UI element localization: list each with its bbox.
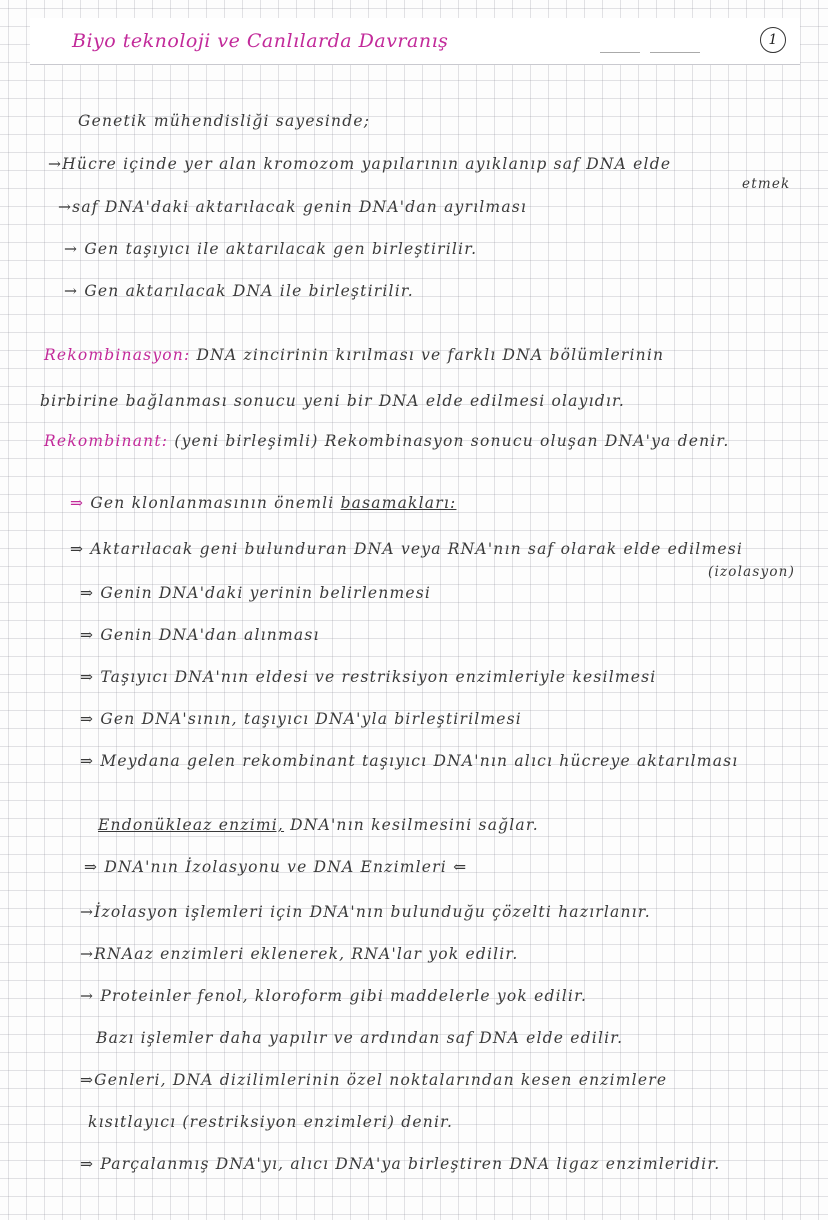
note-line: → Gen aktarılacak DNA ile birleştirilir. bbox=[64, 282, 414, 300]
note-line: birbirine bağlanması sonucu yeni bir DNA elde edilmesi olayıdır. bbox=[40, 392, 626, 410]
note-line: →İzolasyon işlemleri için DNA'nın bulunduğu çözelti hazırlanır. bbox=[80, 903, 651, 921]
heading-arrow: ⇒ bbox=[70, 494, 85, 512]
term-rekombinasyon: Rekombinasyon: bbox=[44, 346, 191, 364]
page-number: 1 bbox=[760, 27, 786, 53]
note-line: ⇒ Genin DNA'dan alınması bbox=[80, 626, 320, 644]
note-line: kısıtlayıcı (restriksiyon enzimleri) denir. bbox=[88, 1113, 454, 1131]
note-line: ⇒ Meydana gelen rekombinant taşıyıcı DNA'nın alıcı hücreye aktarılması bbox=[80, 752, 739, 770]
section-heading: ⇒ Gen klonlanmasının önemli basamakları: bbox=[70, 494, 457, 512]
note-line: → Gen taşıyıcı ile aktarılacak gen birleştirilir. bbox=[64, 240, 478, 258]
page-title: Biyo teknoloji ve Canlılarda Davranış bbox=[72, 30, 449, 52]
note-line: Bazı işlemler daha yapılır ve ardından saf DNA elde edilir. bbox=[96, 1029, 624, 1047]
note-line: Rekombinant: (yeni birleşimli) Rekombinasyon sonucu oluşan DNA'ya denir. bbox=[44, 432, 730, 450]
note-line: →RNAaz enzimleri eklenerek, RNA'lar yok edilir. bbox=[80, 945, 519, 963]
note-line: Rekombinasyon: DNA zincirinin kırılması ve farklı DNA bölümlerinin bbox=[44, 346, 665, 364]
note-line: ⇒ Gen DNA'sının, taşıyıcı DNA'yla birleştirilmesi bbox=[80, 710, 522, 728]
note-line: ⇒Genleri, DNA dizilimlerinin özel noktalarından kesen enzimlere bbox=[80, 1071, 668, 1089]
header-rule bbox=[600, 52, 640, 53]
note-line: Endonükleaz enzimi, DNA'nın kesilmesini sağlar. bbox=[98, 816, 539, 834]
section-heading: ⇒ DNA'nın İzolasyonu ve DNA Enzimleri ⇐ bbox=[84, 858, 468, 876]
note-line: →saf DNA'daki aktarılacak genin DNA'dan ayrılması bbox=[58, 198, 528, 216]
header-rule bbox=[650, 52, 700, 53]
note-line: ⇒ Parçalanmış DNA'yı, alıcı DNA'ya birleştiren DNA ligaz enzimleridir. bbox=[80, 1155, 721, 1173]
note-line: ⇒ Genin DNA'daki yerinin belirlenmesi bbox=[80, 584, 432, 602]
note-line: ⇒ Taşıyıcı DNA'nın eldesi ve restriksiyon enzimleriyle kesilmesi bbox=[80, 668, 657, 686]
note-line: →Hücre içinde yer alan kromozom yapılarının ayıklanıp saf DNA elde bbox=[48, 155, 672, 173]
note-line: (izolasyon) bbox=[708, 564, 796, 580]
note-line: → Proteinler fenol, kloroform gibi maddelerle yok edilir. bbox=[80, 987, 588, 1005]
note-line: etmek bbox=[742, 176, 791, 192]
note-line: Genetik mühendisliği sayesinde; bbox=[78, 112, 371, 130]
term-rekombinant: Rekombinant: bbox=[44, 432, 169, 450]
note-line: ⇒ Aktarılacak geni bulunduran DNA veya RNA'nın saf olarak elde edilmesi bbox=[70, 540, 744, 558]
